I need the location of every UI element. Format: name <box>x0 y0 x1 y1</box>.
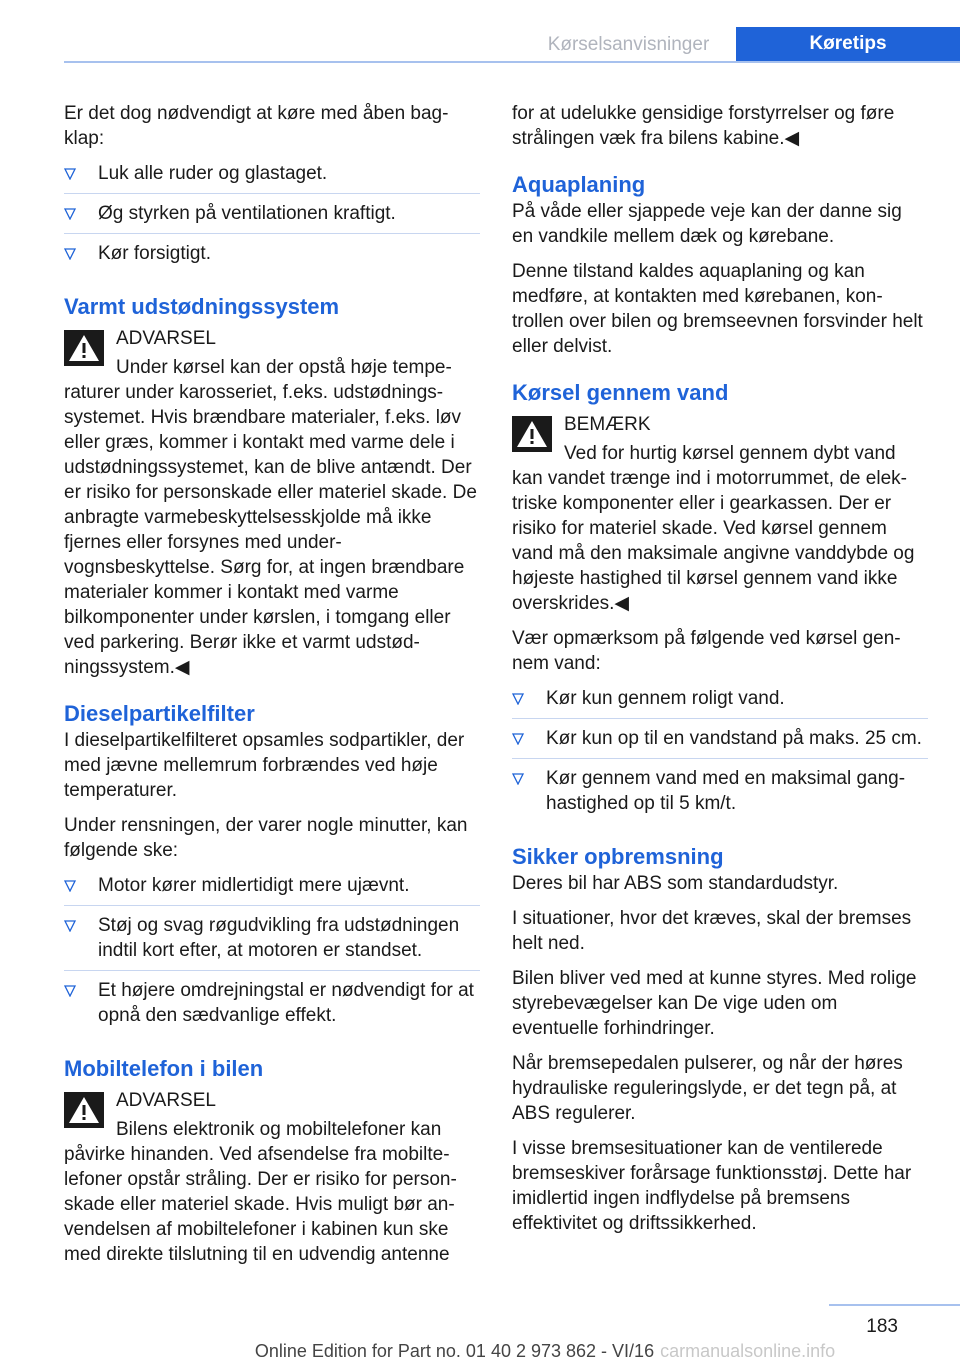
sikker-paragraph-1: Deres bil har ABS som standardudstyr. <box>512 873 839 894</box>
vand-bullet-list <box>512 686 928 823</box>
continued-paragraph: for at udelukke gensidige forstyrrelser og føre strålingen væk fra bilens kabine.◀ <box>512 103 895 149</box>
list-item <box>64 241 480 273</box>
list-item <box>64 978 480 1035</box>
bullet-triangle-icon <box>64 248 76 260</box>
heading-mobiltelefon: Mobiltelefon i bilen <box>64 1056 264 1081</box>
bullet-text: Motor kører midlertidigt mere ujævnt. <box>98 875 410 896</box>
aqua-paragraph-1: På våde eller sjappede veje kan der danne sig en vandkile mellem dæk og kørebane. <box>512 201 902 247</box>
aqua-paragraph-2: Denne tilstand kaldes aquaplaning og kan medføre, at kontakten med kørebanen, kontrollen over bilen og bremseevnen forsvinder helt eller delvist. <box>512 261 923 357</box>
diesel-paragraph-1: I dieselpartikelfilteret opsamles sodpartikler, der med jævne mellemrum forbrændes ved høje temperaturer. <box>64 730 465 801</box>
warning-label: ADVARSEL <box>116 1090 216 1111</box>
intro-paragraph: Er det dog nødvendigt at køre med åben bagklap: <box>64 103 449 149</box>
bullet-text: Luk alle ruder og glastaget. <box>98 163 328 184</box>
bullet-triangle-icon <box>64 208 76 220</box>
bullet-triangle-icon <box>512 693 524 705</box>
heading-varmt-udstodningssystem: Varmt udstødningssystem <box>64 294 340 319</box>
footer <box>0 1341 960 1362</box>
warning-triangle-icon <box>64 330 104 366</box>
note-box <box>512 412 928 616</box>
sikker-paragraph-4: Når bremsepedalen pulserer, og når der høres hydrauliske reguleringslyde, er det tegn på, at ABS regulerer. <box>512 1053 903 1124</box>
list-item <box>64 161 480 194</box>
bullet-triangle-icon <box>512 733 524 745</box>
sikker-paragraph-2: I situationer, hvor det kræves, skal der bremses helt ned. <box>512 908 912 954</box>
bullet-text: Kør gennem vand med en maksimal ganghastighed op til 5 km/t. <box>546 768 906 814</box>
page-number: 183 <box>866 1316 898 1337</box>
sikker-paragraph-3: Bilen bliver ved med at kunne styres. Med rolige styrebevægelser kan De vige uden om eventuelle forhindringer. <box>512 968 917 1039</box>
list-item <box>512 686 928 719</box>
note-label: BEMÆRK <box>564 414 651 435</box>
header-active-tab: Køretips <box>736 27 960 62</box>
sikker-paragraph-5: I visse bremsesituationer kan de ventilerede bremseskiver forårsage funktionsstøj. Dette har imidlertid ingen indflydelse på bremsens effektivitet og driftssikkerhed. <box>512 1138 912 1234</box>
intro-bullet-list <box>64 161 480 273</box>
bullet-text: Kør kun gennem roligt vand. <box>546 688 785 709</box>
bullet-triangle-icon <box>64 880 76 892</box>
bullet-text: Kør forsigtigt. <box>98 243 211 264</box>
footer-watermark: carmanualsonline.info <box>660 1341 836 1361</box>
header-section-tab: Kørselsanvisninger <box>547 34 710 55</box>
right-column <box>512 101 928 1246</box>
warning-text: Under kørsel kan der opstå høje temperaturer under karosseriet, f.eks. udstødningssystemet. Hvis brændbare materialer, f.eks. løv eller græs, kommer i kontakt med varme dele i udstødningssystemet, kan de blive antændt. Der er risiko for personskade eller materiel skade. De anbragte varmebeskyttelsesskjolde må ikke fjernes eller forsynes med undervognsbeskyttelse. Sørg for, at ingen brændbare materialer kommer i kontakt med varme bilkomponenter under kørslen, i tomgang eller ved parkering. Berør ikke et varmt udstødningssystem.◀ <box>64 357 477 678</box>
warning-text: Bilens elektronik og mobiltelefoner kan påvirke hinanden. Ved afsendelse fra mobiltelefoner opstår stråling. Der er risiko for personskade eller materiel skade. Hvis muligt bør anvendelsen af mobiltelefoner i kabinen kun ske med direkte tilslutning til en udvendig antenne <box>64 1119 457 1265</box>
warning-triangle-icon <box>512 416 552 452</box>
bullet-text: Støj og svag røgudvikling fra udstødningen indtil kort efter, at motoren er standset. <box>98 915 460 961</box>
warning-label: ADVARSEL <box>116 328 216 349</box>
diesel-bullet-list <box>64 873 480 1035</box>
vand-paragraph: Vær opmærksom på følgende ved kørsel gennem vand: <box>512 628 901 674</box>
bullet-triangle-icon <box>64 920 76 932</box>
list-item <box>64 913 480 971</box>
heading-dieselpartikelfilter: Dieselpartikelfilter <box>64 701 255 726</box>
page-number-rule <box>829 1304 960 1306</box>
left-column <box>64 101 480 1277</box>
bullet-text: Øg styrken på ventilationen kraftigt. <box>98 203 396 224</box>
diesel-paragraph-2: Under rensningen, der varer nogle minutter, kan følgende ske: <box>64 815 468 861</box>
note-text: Ved for hurtig kørsel gennem dybt vand kan vandet trænge ind i motorrummet, de elektriske komponenter eller i gearkassen. Der er risiko for materiel skade. Ved kørsel gennem vand må den maksimale angivne vanddybde og højeste hastighed til kørsel gennem vand ikke overskrides.◀ <box>512 443 915 614</box>
list-item <box>64 873 480 906</box>
warning-triangle-icon <box>64 1092 104 1128</box>
footer-edition: Online Edition for Part no. 01 40 2 973 862 - VI/16 <box>254 1341 655 1361</box>
list-item <box>512 766 928 823</box>
heading-aquaplaning: Aquaplaning <box>512 172 646 197</box>
list-item <box>512 726 928 759</box>
heading-korsel-gennem-vand: Kørsel gennem vand <box>512 380 729 405</box>
bullet-triangle-icon <box>512 773 524 785</box>
bullet-text: Kør kun op til en vandstand på maks. 25 cm. <box>546 728 922 749</box>
bullet-text: Et højere omdrejningstal er nødvendigt for at opnå den sædvanlige effekt. <box>98 980 474 1026</box>
bullet-triangle-icon <box>64 985 76 997</box>
list-item <box>64 201 480 234</box>
bullet-triangle-icon <box>64 168 76 180</box>
heading-sikker-opbremsning: Sikker opbremsning <box>512 844 724 869</box>
header-rule <box>64 61 960 63</box>
warning-box <box>64 326 480 680</box>
warning-box <box>64 1088 480 1267</box>
